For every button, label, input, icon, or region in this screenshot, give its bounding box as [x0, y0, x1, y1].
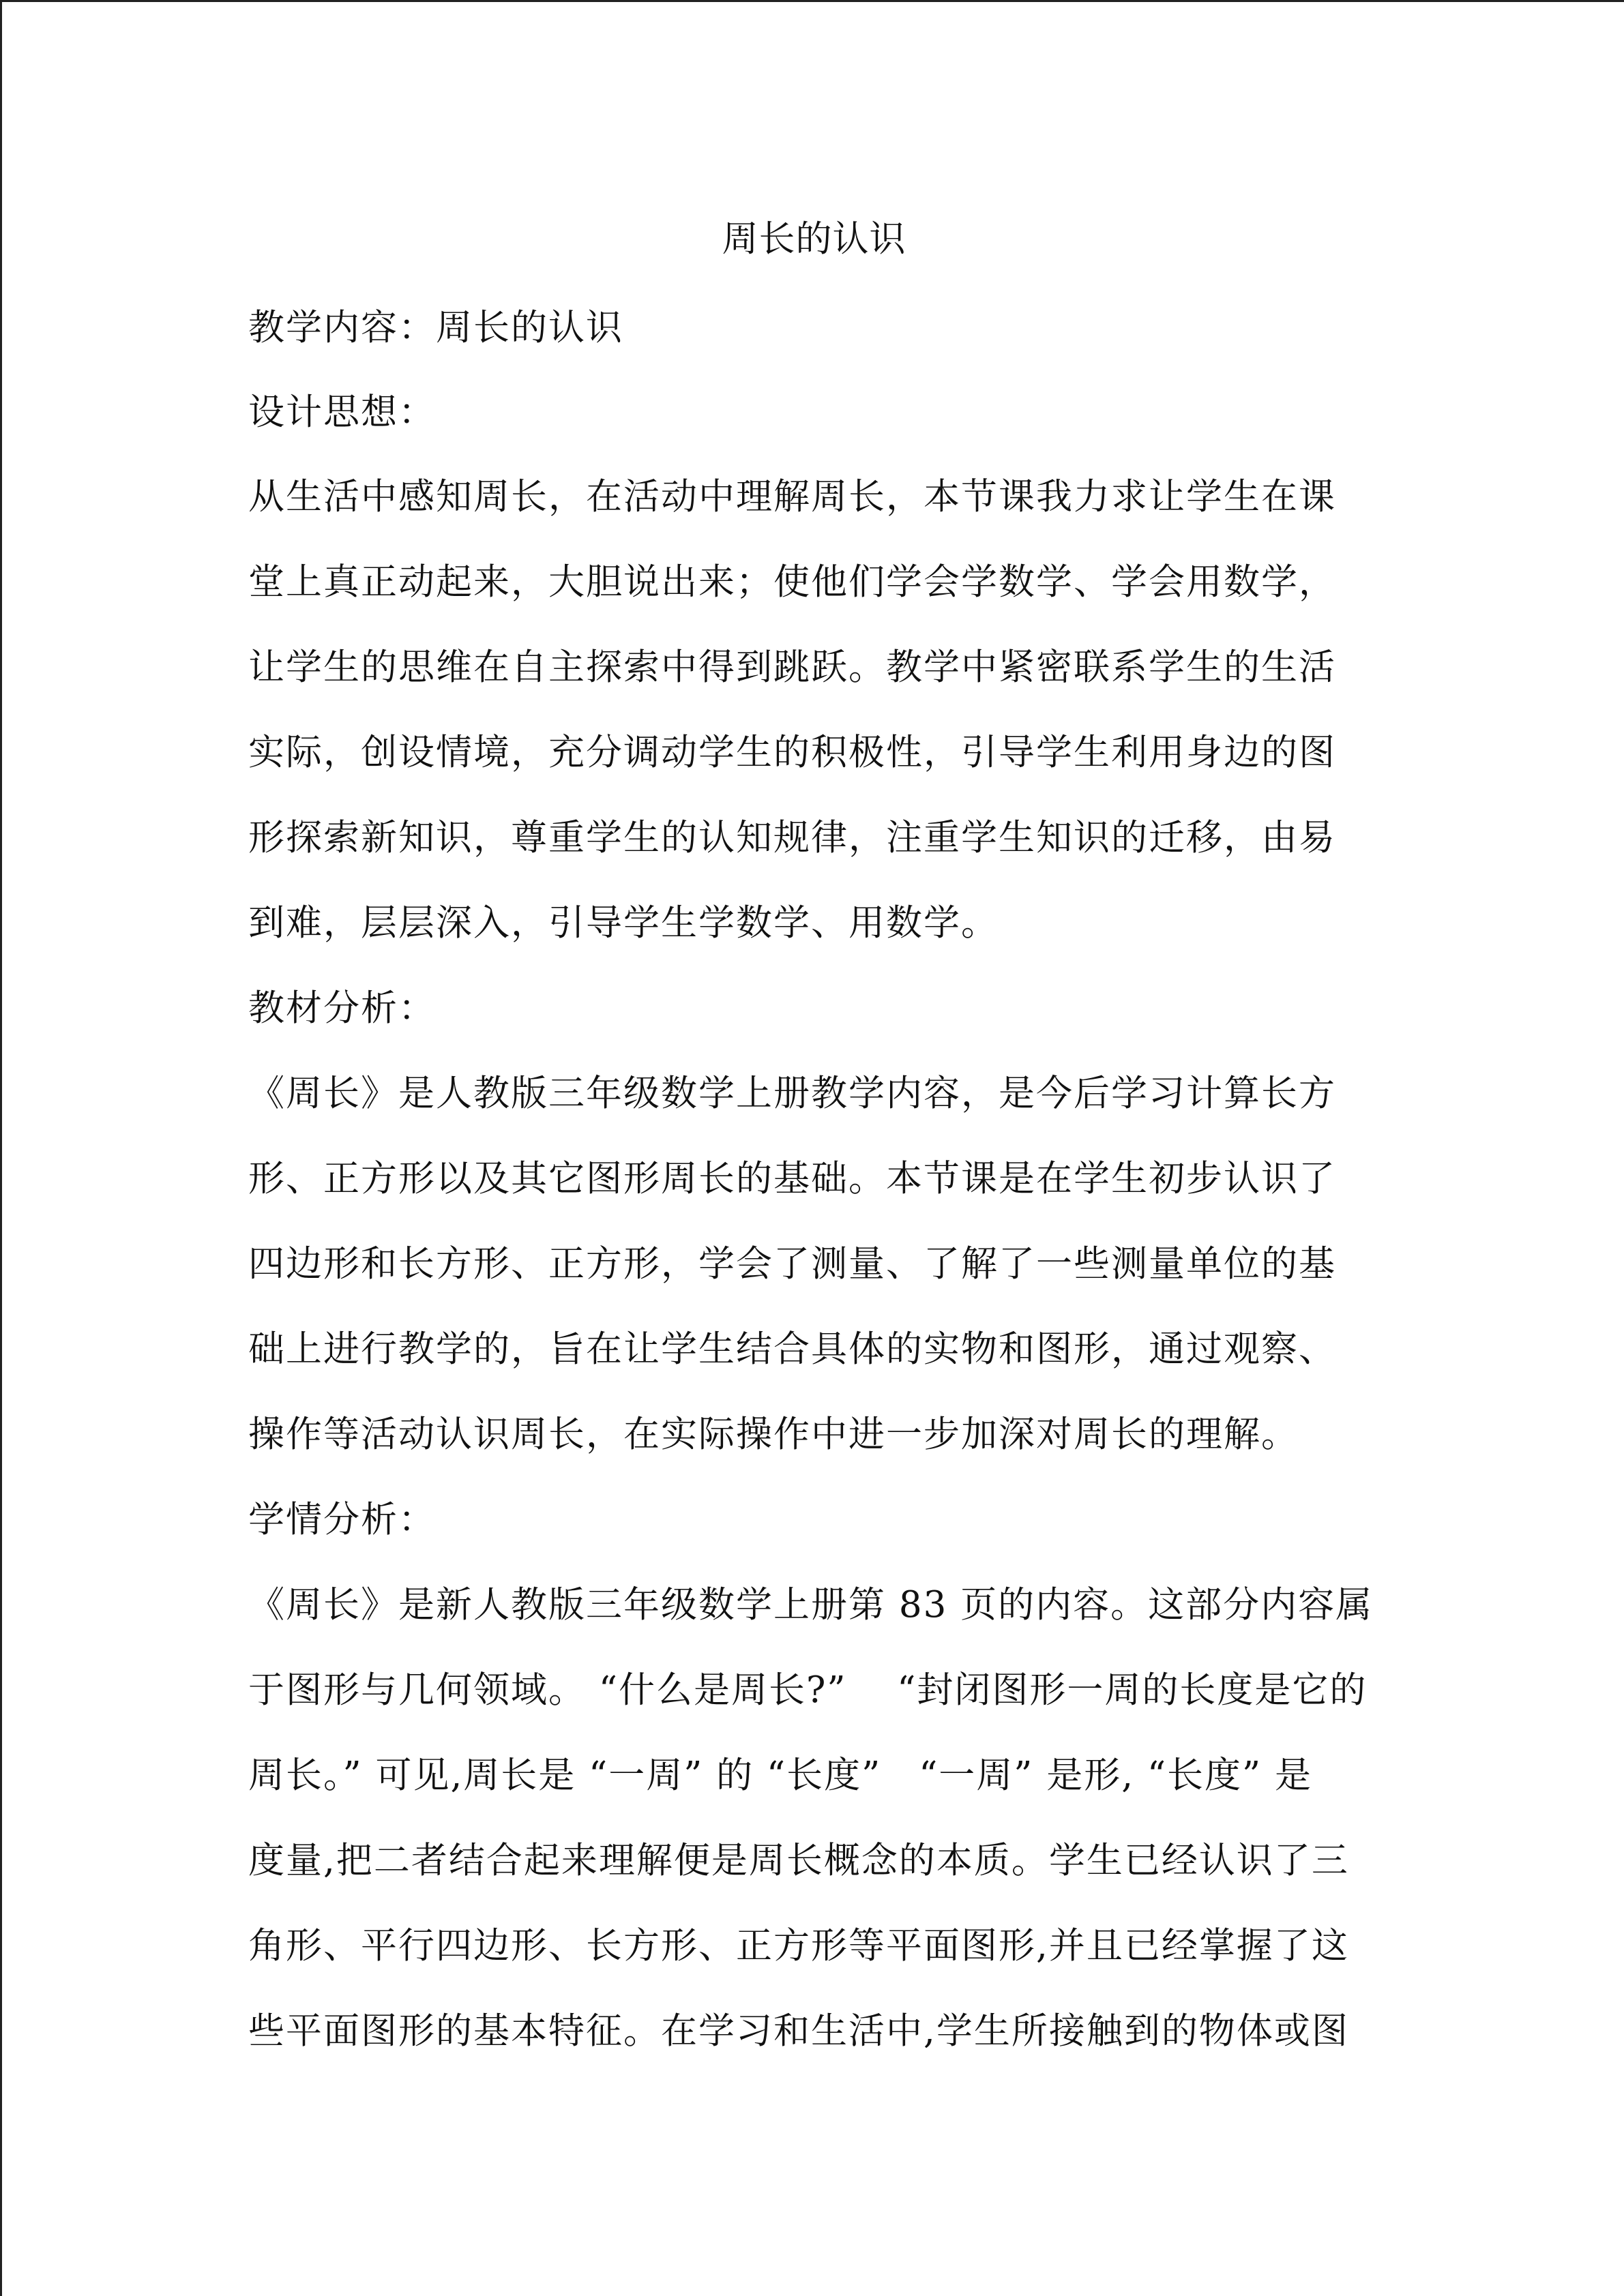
paragraph-line: 《周长》是人教版三年级数学上册教学内容，是今后学习计算长方: [248, 1073, 1336, 1114]
paragraph-line: 四边形和长方形、正方形，学会了测量、了解了一些测量单位的基: [248, 1243, 1336, 1285]
paragraph-line: 《周长》是新人教版三年级数学上册第 83 页的内容。这部分内容属: [248, 1584, 1374, 1626]
paragraph-line: 堂上真正动起来，大胆说出来；使他们学会学数学、学会用数学，: [248, 561, 1336, 603]
material-analysis-heading: 教材分析：: [248, 987, 436, 1029]
paragraph-line: 从生活中感知周长，在活动中理解周长，本节课我力求让学生在课: [248, 476, 1336, 518]
paragraph-line: 实际，创设情境，充分调动学生的积极性，引导学生利用身边的图: [248, 732, 1336, 773]
paragraph-line: 些平面图形的基本特征。在学习和生活中,学生所接触到的物体或图: [248, 2010, 1349, 2052]
paragraph-line: 操作等活动认识周长，在实际操作中进一步加深对周长的理解。: [248, 1414, 1299, 1455]
paragraph-line: 到难，层层深入，引导学生学数学、用数学。: [248, 902, 999, 944]
student-analysis-heading: 学情分析：: [248, 1499, 436, 1540]
paragraph-line: 形、正方形以及其它图形周长的基础。本节课是在学生初步认识了: [248, 1158, 1336, 1199]
teaching-content-line: 教学内容：周长的认识: [248, 307, 623, 348]
paragraph-line: 周长。” 可见,周长是 “一周” 的 “长度” “一周” 是形, “长度” 是: [248, 1755, 1312, 1796]
paragraph-line: 形探索新知识，尊重学生的认知规律，注重学生知识的迁移，由易: [248, 817, 1336, 859]
paragraph-line: 度量,把二者结合起来理解便是周长概念的本质。学生已经认识了三: [248, 1840, 1349, 1881]
paragraph-line: 角形、平行四边形、长方形、正方形等平面图形,并且已经掌握了这: [248, 1925, 1349, 1967]
document-title: 周长的认识: [722, 218, 906, 260]
design-idea-heading: 设计思想：: [248, 391, 436, 433]
paragraph-line: 让学生的思维在自主探索中得到跳跃。教学中紧密联系学生的生活: [248, 646, 1336, 688]
paragraph-line: 于图形与几何领域。 “什么是周长?” “封闭图形一周的长度是它的: [248, 1669, 1368, 1711]
paragraph-line: 础上进行教学的，旨在让学生结合具体的实物和图形，通过观察、: [248, 1328, 1336, 1370]
